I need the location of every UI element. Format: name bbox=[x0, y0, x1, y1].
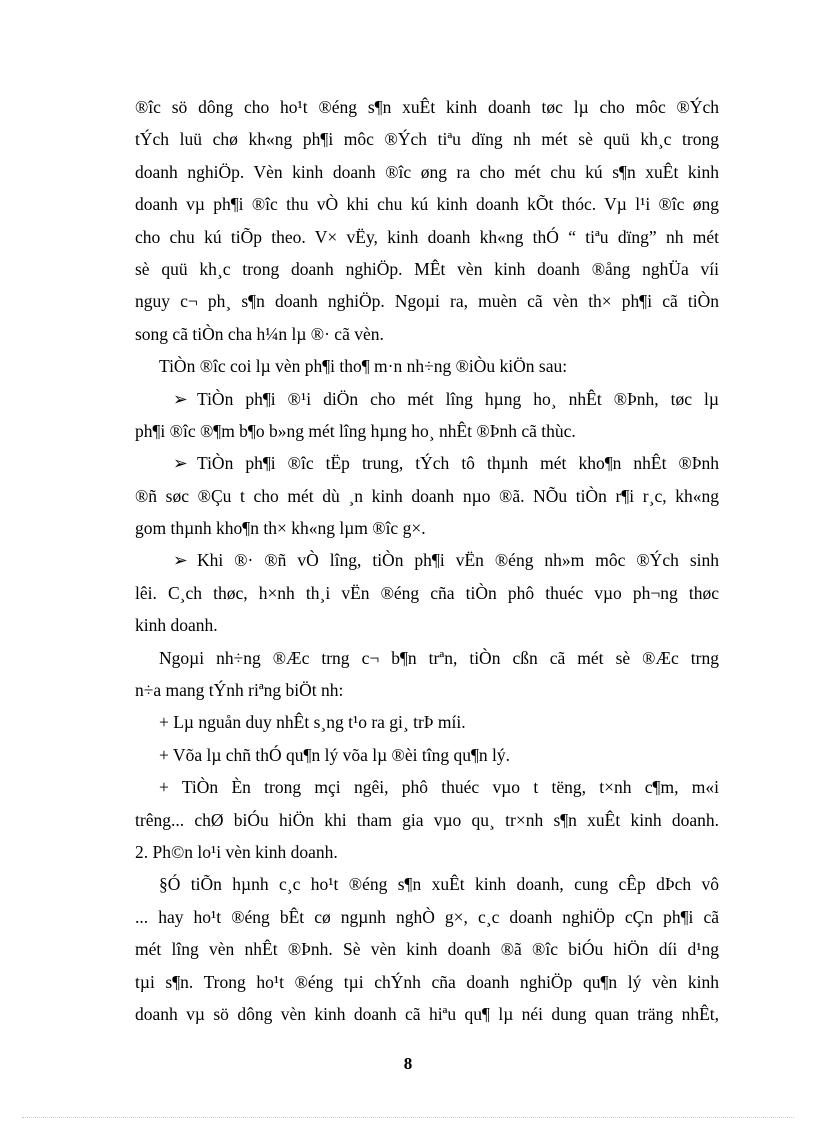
body-text bbox=[135, 91, 719, 1030]
text-line bbox=[135, 642, 719, 674]
text-line bbox=[135, 318, 719, 350]
text-line bbox=[135, 966, 719, 998]
line-text: TiÒn ph¶i ®¹i diÖn cho mét lîng hµng ho¸ nhÊt ®Þnh, tøc lµ bbox=[197, 388, 719, 409]
text-line bbox=[135, 706, 719, 738]
line-text: sè quü kh¸c trong doanh nghiÖp. MÊt vèn kinh doanh ®ång nghÜa víi bbox=[135, 258, 719, 279]
line-text: tÝch luü chø kh«ng ph¶i môc ®Ých tiªu dïng nh mét sè quü kh¸c trong bbox=[135, 129, 719, 150]
line-text: lêi. C¸ch thøc, h×nh th¸i vËn ®éng cña tiÒn phô thuéc vµo ph¬ng thøc bbox=[135, 582, 719, 603]
bullet-arrow-icon: ➢ bbox=[173, 453, 188, 474]
line-text: doanh vµ sö dông vèn kinh doanh cã hiªu qu¶ lµ néi dung quan träng nhÊt, bbox=[135, 1003, 719, 1024]
text-line bbox=[135, 480, 719, 512]
line-text: §Ó tiÕn hµnh c¸c ho¹t ®éng s¶n xuÊt kinh doanh, cung cÊp dÞch vô bbox=[159, 874, 719, 895]
line-text: Khi ®· ®ñ vÒ lîng, tiÒn ph¶i vËn ®éng nh»m môc ®Ých sinh bbox=[197, 550, 719, 571]
line-text: n÷a mang tÝnh riªng biÖt nh: bbox=[135, 680, 344, 701]
text-line bbox=[135, 771, 719, 803]
line-text: gom thµnh kho¶n th× kh«ng lµm ®îc g×. bbox=[135, 518, 426, 539]
text-line bbox=[135, 739, 719, 771]
line-text: ph¶i ®îc ®¶m b¶o b»ng mét lîng hµng ho¸ nhÊt ®Þnh cã thùc. bbox=[135, 420, 576, 441]
line-text: kinh doanh. bbox=[135, 615, 218, 636]
line-text: + TiÒn Èn trong mçi ngêi, phô thuéc vµo t tëng, t×nh c¶m, m«i bbox=[159, 777, 719, 798]
line-text: 2. Ph©n lo¹i vèn kinh doanh. bbox=[135, 841, 338, 862]
text-line bbox=[135, 123, 719, 155]
text-line bbox=[135, 253, 719, 285]
text-line bbox=[135, 221, 719, 253]
text-line bbox=[135, 804, 719, 836]
text-line bbox=[135, 901, 719, 933]
line-text: trêng... chØ biÓu hiÖn khi tham gia vµo qu¸ tr×nh s¶n xuÊt kinh doanh. bbox=[135, 809, 719, 830]
line-text: + Lµ nguån duy nhÊt s¸ng t¹o ra gi¸ trÞ míi. bbox=[159, 712, 466, 733]
line-text: song cã tiÒn cha h¼n lµ ®· cã vèn. bbox=[135, 323, 384, 344]
line-text: mét lîng vèn nhÊt ®Þnh. Sè vèn kinh doanh ®ã ®îc biÓu hiÖn díi d¹ng bbox=[135, 939, 719, 960]
text-line bbox=[135, 383, 719, 415]
text-line bbox=[135, 998, 719, 1030]
text-line bbox=[135, 674, 719, 706]
line-text: doanh vµ ph¶i ®îc thu vÒ khi chu kú kinh doanh kÕt thóc. Vµ l¹i ®îc øng bbox=[135, 194, 719, 215]
line-text: + Võa lµ chñ thÓ qu¶n lý võa lµ ®èi tîng qu¶n lý. bbox=[159, 744, 510, 765]
line-text: nguy c¬ ph¸ s¶n doanh nghiÖp. Ngoµi ra, muèn cã vèn th× ph¶i cã tiÒn bbox=[135, 291, 719, 312]
text-line bbox=[135, 836, 719, 868]
text-line bbox=[135, 544, 719, 576]
line-text: cho chu kú tiÕp theo. V× vËy, kinh doanh kh«ng thÓ “ tiªu dïng” nh mét bbox=[135, 226, 719, 247]
text-line bbox=[135, 447, 719, 479]
text-line bbox=[135, 609, 719, 641]
text-line bbox=[135, 415, 719, 447]
line-text: Ngoµi nh÷ng ®Æc trng c¬ b¶n trªn, tiÒn cßn cã mét sè ®Æc trng bbox=[159, 647, 719, 668]
line-text: ®ñ søc ®Çu t cho mét dù ¸n kinh doanh nµo ®ã. NÕu tiÒn r¶i r¸c, kh«ng bbox=[135, 485, 719, 506]
line-text: ... hay ho¹t ®éng bÊt cø ngµnh nghÒ g×, c¸c doanh nghiÖp cÇn ph¶i cã bbox=[135, 906, 719, 927]
text-line bbox=[135, 512, 719, 544]
text-line bbox=[135, 350, 719, 382]
page-number: 8 bbox=[403, 1054, 413, 1073]
text-line bbox=[135, 91, 719, 123]
text-line bbox=[135, 933, 719, 965]
text-line bbox=[135, 577, 719, 609]
line-text: TiÒn ®îc coi lµ vèn ph¶i tho¶ m·n nh÷ng ®iÒu kiÖn sau: bbox=[159, 356, 568, 377]
text-line bbox=[135, 156, 719, 188]
bullet-arrow-icon: ➢ bbox=[173, 388, 188, 409]
text-line bbox=[135, 868, 719, 900]
bullet-arrow-icon: ➢ bbox=[173, 550, 188, 571]
footer-divider bbox=[22, 1117, 794, 1118]
line-text: doanh nghiÖp. Vèn kinh doanh ®îc øng ra cho mét chu kú s¶n xuÊt kinh bbox=[135, 161, 719, 182]
line-text: tµi s¶n. Trong ho¹t ®éng tµi chÝnh cña doanh nghiÖp qu¶n lý vèn kinh bbox=[135, 971, 719, 992]
text-line bbox=[135, 285, 719, 317]
line-text: TiÒn ph¶i ®îc tËp trung, tÝch tô thµnh mét kho¶n nhÊt ®Þnh bbox=[197, 453, 719, 474]
line-text: ®îc sö dông cho ho¹t ®éng s¶n xuÊt kinh doanh tøc lµ cho môc ®Ých bbox=[135, 97, 719, 117]
text-line bbox=[135, 188, 719, 220]
